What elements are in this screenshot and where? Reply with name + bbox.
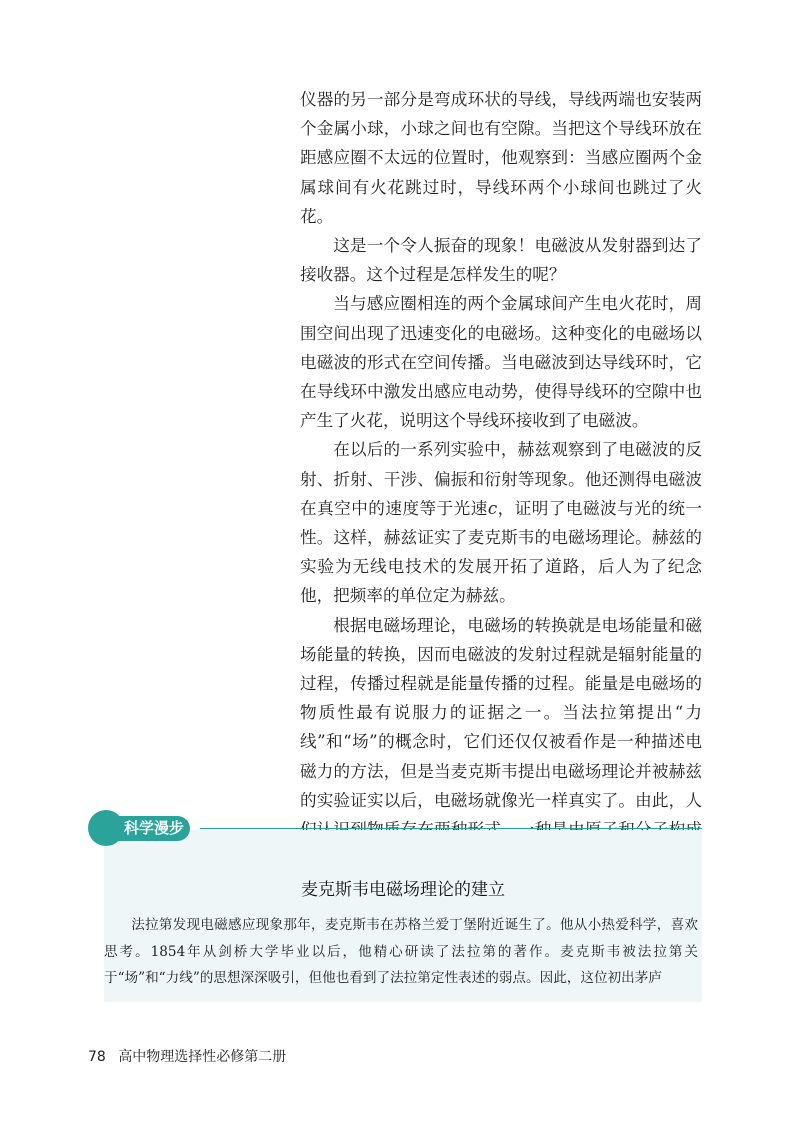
box-paragraph: 法拉第发现电磁感应现象那年，麦克斯韦在苏格兰爱丁堡附近诞生了。他从小热爱科学，喜欢思考。1854年从剑桥大学毕业以后，他精心研读了法拉第的著作。麦克斯韦被法拉第关于“场”和“力线”的思想深深吸引，但他也看到了法拉第定性表述的弱点。因此，这位初出茅庐 — [104, 917, 698, 986]
banner-circle — [88, 810, 124, 846]
paragraph — [300, 435, 702, 610]
box-body — [104, 912, 698, 992]
box-title: 麦克斯韦电磁场理论的建立 — [301, 880, 505, 900]
book-title: 高中物理选择性必修第二册 — [118, 1049, 287, 1065]
paragraph: 仪器的另一部分是弯成环状的导线，导线两端也安装两个金属小球，小球之间也有空隙。当把这个导线环放在距感应圈不太远的位置时，他观察到：当感应圈两个金属球间有火花跳过时，导线环两个小球间也跳过了火花。 — [300, 90, 702, 226]
page-footer — [88, 1046, 286, 1066]
page-number: 78 — [88, 1049, 106, 1065]
paragraph: 根据电磁场理论，电磁场的转换就是电场能量和磁场能量的转换，因而电磁波的发射过程就是辐射能量的过程，传播过程就是能量传播的过程。能量是电磁场的物质性最有说服力的证据之一。当法拉第提出“力线”和“场”的概念时，它们还仅仅被看作是一种描述电磁力的方法，但是当麦克斯韦提出电磁场理论并被赫兹的实验证实以后，电磁场就像光一样真实了。由此，人 — [300, 615, 702, 810]
paragraph-part: ，证明了电磁波与光的统一性。这样，赫兹证实了麦克斯韦的电磁场理论。赫兹的实验为无线电技术的发展开拓了道路，后人为了纪念他，把频率的单位定为赫兹。 — [300, 498, 703, 606]
section-label: 科学漫步 — [124, 819, 185, 837]
banner-rule — [200, 828, 702, 829]
paragraph-part: 在以后的一系列实验中，赫兹观察到了电磁波的反射、折射、干涉、偏振和衍射等现象。他还测得电磁波在真空中的速度等于光速 — [300, 440, 702, 518]
speed-of-light-symbol: c — [487, 498, 498, 518]
main-text-column — [300, 85, 702, 873]
science-walk-box — [104, 830, 702, 1002]
paragraph: 这是一个令人振奋的现象！电磁波从发射器到达了接收器。这个过程是怎样发生的呢？ — [300, 236, 702, 285]
section-banner — [88, 810, 702, 846]
paragraph: 当与感应圈相连的两个金属球间产生电火花时，周围空间出现了迅速变化的电磁场。这种变化的电磁场以电磁波的形式在空间传播。当电磁波到达导线环时，它在导线环中激发出感应电动势，使得导线环的空隙中也产生了火花，说明这个导线环接收到了电磁波。 — [300, 294, 702, 431]
